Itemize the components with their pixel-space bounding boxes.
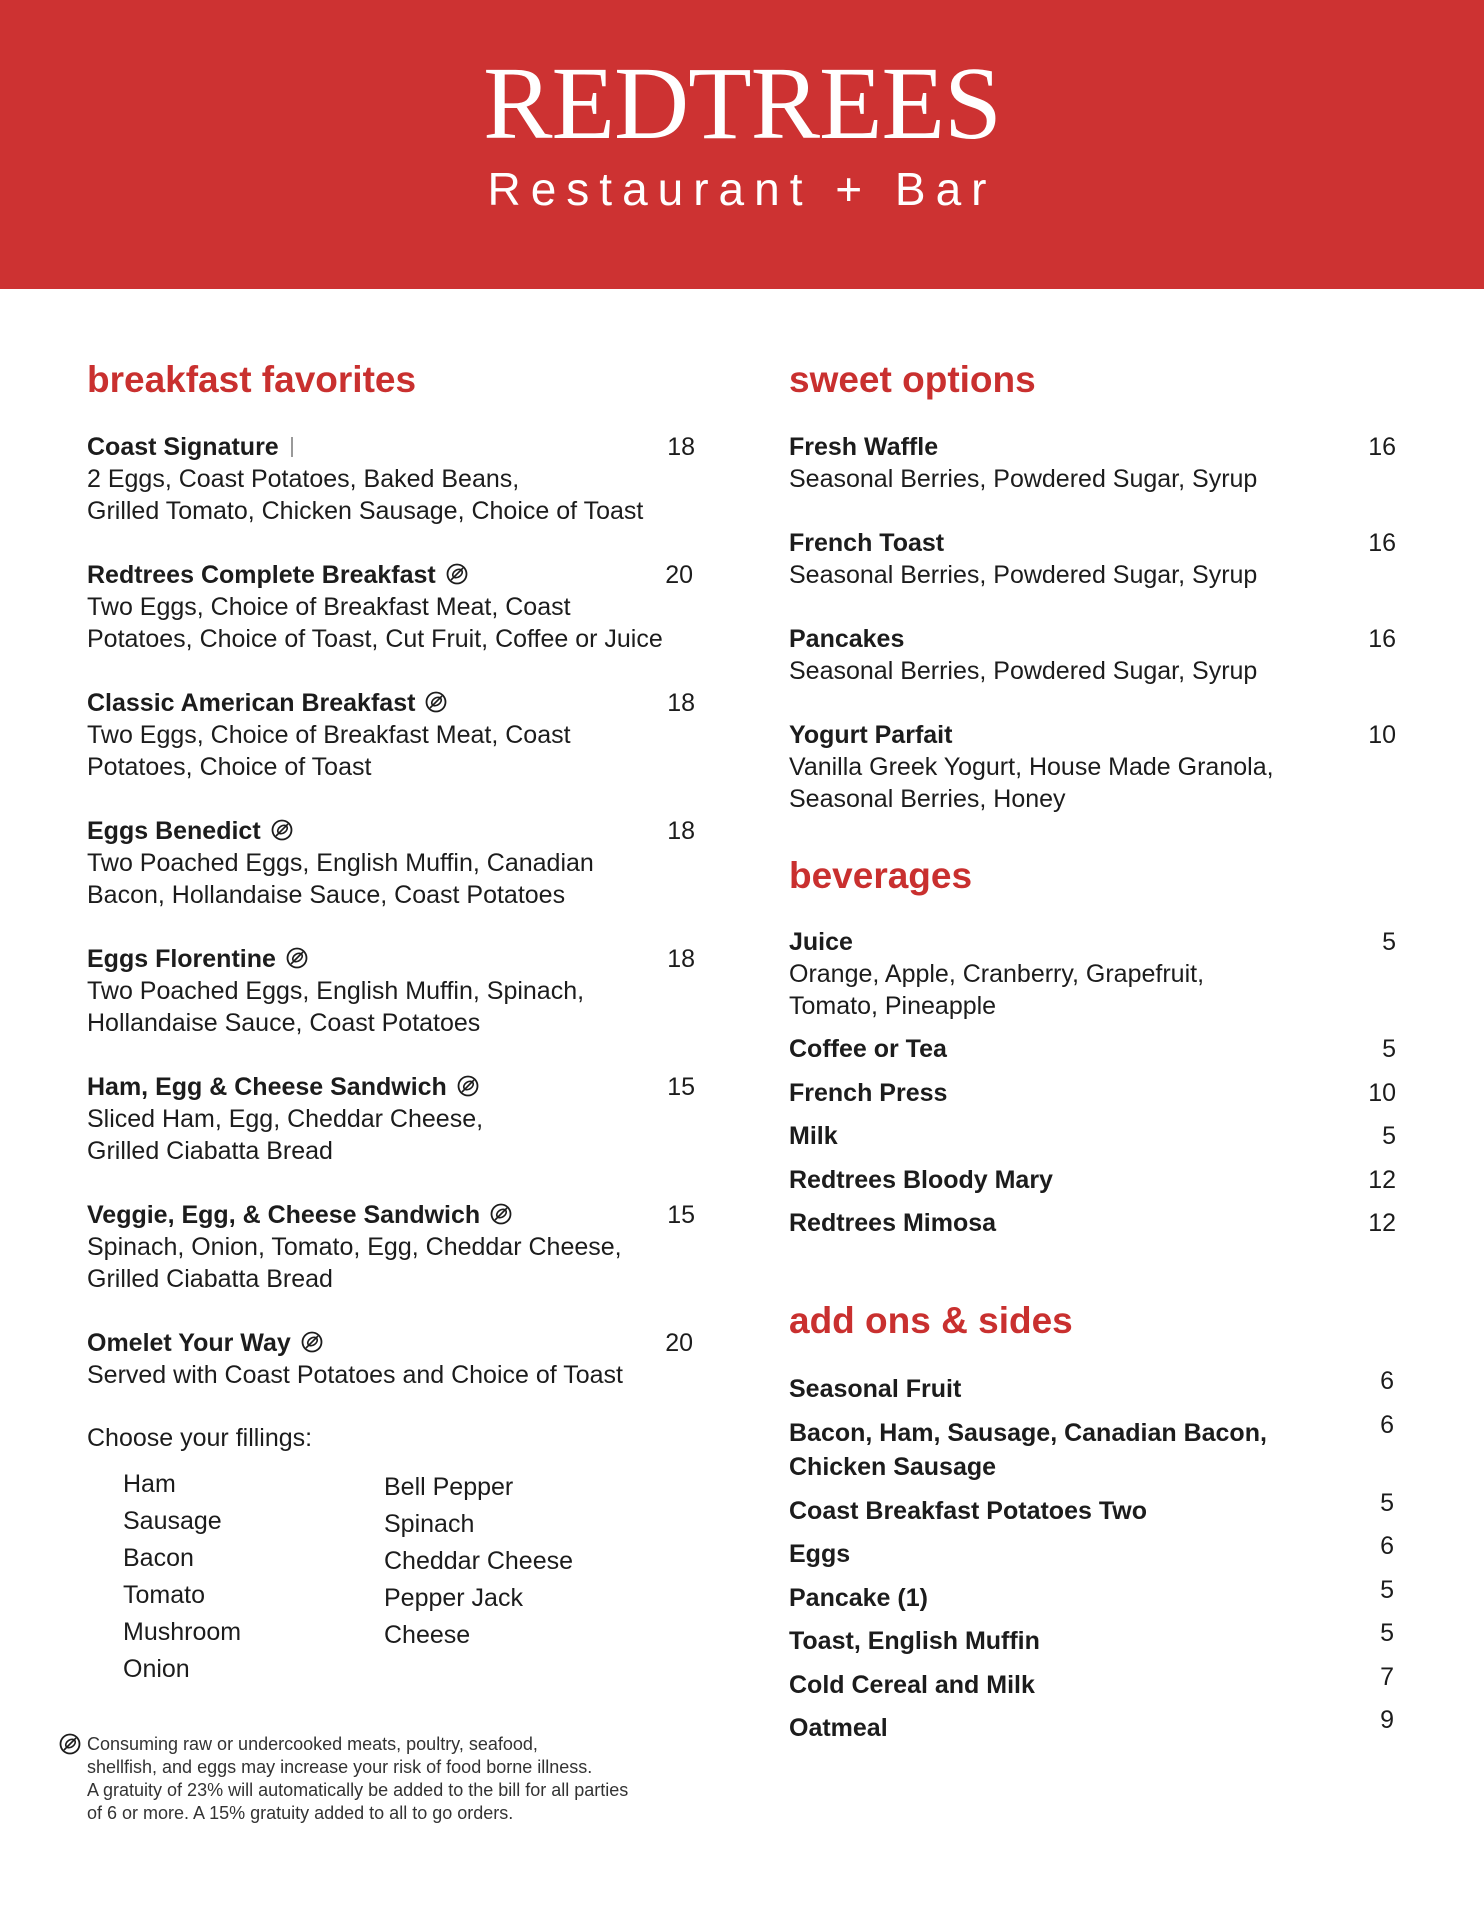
footnote-line: of 6 or more. A 15% gratuity added to all to go orders. xyxy=(87,1803,514,1823)
filling-option: Cheddar Cheese xyxy=(384,1547,574,1575)
menu-item xyxy=(789,1489,1397,1528)
menu-item xyxy=(789,1532,1397,1571)
item-price: 5 xyxy=(1380,1576,1394,1604)
breakfast-heading: breakfast favorites xyxy=(87,359,417,400)
item-description: Two Poached Eggs, English Muffin, Canadian xyxy=(87,849,594,877)
item-description: Two Eggs, Choice of Breakfast Meat, Coast xyxy=(87,721,571,749)
item-name-text: Eggs Benedict xyxy=(87,817,261,845)
item-name: Redtrees Bloody Mary xyxy=(789,1165,1053,1194)
menu-item xyxy=(789,1078,1397,1109)
menu-item xyxy=(789,927,1397,1022)
item-price: 6 xyxy=(1380,1367,1394,1395)
item-price: 15 xyxy=(667,1201,695,1229)
item-name: Oatmeal xyxy=(789,1714,888,1742)
item-description: Vanilla Greek Yogurt, House Made Granola, xyxy=(789,753,1274,781)
item-name: Chicken Sausage xyxy=(789,1453,997,1481)
menu-item xyxy=(789,720,1397,815)
menu-item xyxy=(87,560,707,655)
menu-item xyxy=(789,1165,1397,1196)
item-price: 18 xyxy=(667,817,695,845)
item-price: 20 xyxy=(665,561,693,589)
fillings-label: Choose your fillings: xyxy=(87,1424,313,1452)
sides-heading: add ons & sides xyxy=(789,1300,1073,1341)
filling-option: Bacon xyxy=(123,1544,194,1572)
filling-option: Sausage xyxy=(123,1507,222,1535)
item-description: Grilled Tomato, Chicken Sausage, Choice of Toast xyxy=(87,497,644,525)
brand-name: REDTREES xyxy=(483,46,1001,161)
item-name: Milk xyxy=(789,1122,838,1150)
item-name-text: Classic American Breakfast xyxy=(87,689,416,717)
filling-option: Cheese xyxy=(384,1621,471,1649)
filling-option: Ham xyxy=(123,1470,176,1498)
item-description: Bacon, Hollandaise Sauce, Coast Potatoes xyxy=(87,881,566,909)
item-price: 16 xyxy=(1368,529,1396,557)
item-price: 9 xyxy=(1380,1706,1394,1734)
item-description: Two Poached Eggs, English Muffin, Spinach, xyxy=(87,977,585,1005)
item-description: Served with Coast Potatoes and Choice of Toast xyxy=(87,1361,623,1389)
item-name: Seasonal Fruit xyxy=(789,1375,962,1403)
item-name: Juice xyxy=(789,928,853,956)
menu-item xyxy=(87,432,707,527)
item-name-text: Ham, Egg & Cheese Sandwich xyxy=(87,1073,447,1101)
item-price: 5 xyxy=(1382,1122,1396,1150)
item-name: Pancakes xyxy=(789,625,905,653)
filling-option: Bell Pepper xyxy=(384,1473,514,1501)
sweet-heading: sweet options xyxy=(789,359,1036,400)
item-name: French Toast xyxy=(789,529,945,557)
filling-option: Mushroom xyxy=(123,1618,242,1646)
item-name: Cold Cereal and Milk xyxy=(789,1671,1035,1699)
item-description: Spinach, Onion, Tomato, Egg, Cheddar Cheese, xyxy=(87,1233,622,1261)
item-description: 2 Eggs, Coast Potatoes, Baked Beans, xyxy=(87,465,520,493)
filling-option: Onion xyxy=(123,1655,190,1683)
item-price: 18 xyxy=(667,945,695,973)
item-description: Seasonal Berries, Powdered Sugar, Syrup xyxy=(789,561,1258,589)
item-name: Toast, English Muffin xyxy=(789,1627,1040,1655)
item-name: Bacon, Ham, Sausage, Canadian Bacon, xyxy=(789,1419,1267,1447)
beverages-heading: beverages xyxy=(789,855,973,896)
item-name: Pancake (1) xyxy=(789,1584,928,1612)
item-price: 10 xyxy=(1368,1078,1396,1107)
item-name: Coast Breakfast Potatoes Two xyxy=(789,1497,1147,1525)
filling-option: Pepper Jack xyxy=(384,1584,523,1612)
menu-item xyxy=(87,1328,707,1391)
item-description: Seasonal Berries, Powdered Sugar, Syrup xyxy=(789,657,1258,685)
item-description: Seasonal Berries, Powdered Sugar, Syrup xyxy=(789,465,1258,493)
item-price: 7 xyxy=(1380,1663,1394,1691)
item-description: Potatoes, Choice of Toast xyxy=(87,753,372,781)
item-name: Fresh Waffle xyxy=(789,433,939,461)
menu-item xyxy=(789,1034,1397,1065)
footnote-line: Consuming raw or undercooked meats, poultry, seafood, xyxy=(87,1734,538,1754)
item-price: 5 xyxy=(1380,1619,1394,1647)
menu-item xyxy=(789,1121,1397,1152)
filling-option: Tomato xyxy=(123,1581,205,1609)
item-description: Sliced Ham, Egg, Cheddar Cheese, xyxy=(87,1105,484,1133)
menu-item xyxy=(789,1367,1397,1406)
item-price: 5 xyxy=(1382,928,1396,956)
item-price: 5 xyxy=(1382,1035,1396,1063)
item-name-text: Redtrees Complete Breakfast xyxy=(87,561,436,589)
item-name-text: Veggie, Egg, & Cheese Sandwich xyxy=(87,1201,481,1229)
item-price: 12 xyxy=(1368,1165,1396,1194)
item-name: French Press xyxy=(789,1078,948,1107)
menu-item xyxy=(789,1208,1397,1239)
menu-item xyxy=(789,1619,1397,1658)
item-price: 18 xyxy=(667,433,695,461)
item-name-text: Omelet Your Way xyxy=(87,1329,291,1357)
item-price: 18 xyxy=(667,689,695,717)
menu-item xyxy=(789,1411,1397,1484)
item-price: 6 xyxy=(1380,1532,1394,1560)
item-description: Grilled Ciabatta Bread xyxy=(87,1137,333,1165)
menu-item xyxy=(87,944,707,1039)
item-name: Eggs xyxy=(789,1540,851,1568)
raw-food-warning-icon xyxy=(59,1733,81,1755)
footnote-line: shellfish, and eggs may increase your risk of food borne illness. xyxy=(87,1757,593,1777)
item-price: 10 xyxy=(1368,721,1396,749)
item-price: 12 xyxy=(1368,1209,1396,1237)
brand-subtitle: Restaurant + Bar xyxy=(487,163,997,215)
item-description: Tomato, Pineapple xyxy=(789,992,997,1020)
filling-option: Spinach xyxy=(384,1510,475,1538)
item-price: 20 xyxy=(665,1329,693,1357)
item-description: Hollandaise Sauce, Coast Potatoes xyxy=(87,1009,481,1037)
menu-item xyxy=(789,1706,1397,1745)
item-description: Two Eggs, Choice of Breakfast Meat, Coast xyxy=(87,593,571,621)
item-price: 5 xyxy=(1380,1489,1394,1517)
item-price: 16 xyxy=(1368,625,1396,653)
item-price: 16 xyxy=(1368,433,1396,461)
item-name-text: Coast Signature xyxy=(87,433,279,461)
footnote-line: A gratuity of 23% will automatically be added to the bill for all parties xyxy=(87,1780,629,1800)
menu-item xyxy=(87,688,707,783)
item-description: Potatoes, Choice of Toast, Cut Fruit, Coffee or Juice xyxy=(87,625,663,653)
menu-item xyxy=(87,816,707,911)
menu-item xyxy=(789,1576,1397,1615)
menu-item xyxy=(789,624,1397,687)
menu-item xyxy=(789,528,1397,591)
item-description: Orange, Apple, Cranberry, Grapefruit, xyxy=(789,960,1205,988)
item-price: 6 xyxy=(1380,1411,1394,1439)
menu-item xyxy=(87,1072,707,1167)
item-description: Seasonal Berries, Honey xyxy=(789,785,1066,813)
menu-item xyxy=(87,1200,707,1295)
menu-item xyxy=(789,1663,1397,1702)
item-name-text: Eggs Florentine xyxy=(87,945,276,973)
item-name: Redtrees Mimosa xyxy=(789,1209,997,1237)
header-banner xyxy=(0,0,1484,289)
item-price: 15 xyxy=(667,1073,695,1101)
item-name: Coffee or Tea xyxy=(789,1035,947,1063)
item-name: Yogurt Parfait xyxy=(789,721,953,749)
item-description: Grilled Ciabatta Bread xyxy=(87,1265,333,1293)
menu-item xyxy=(789,432,1397,495)
